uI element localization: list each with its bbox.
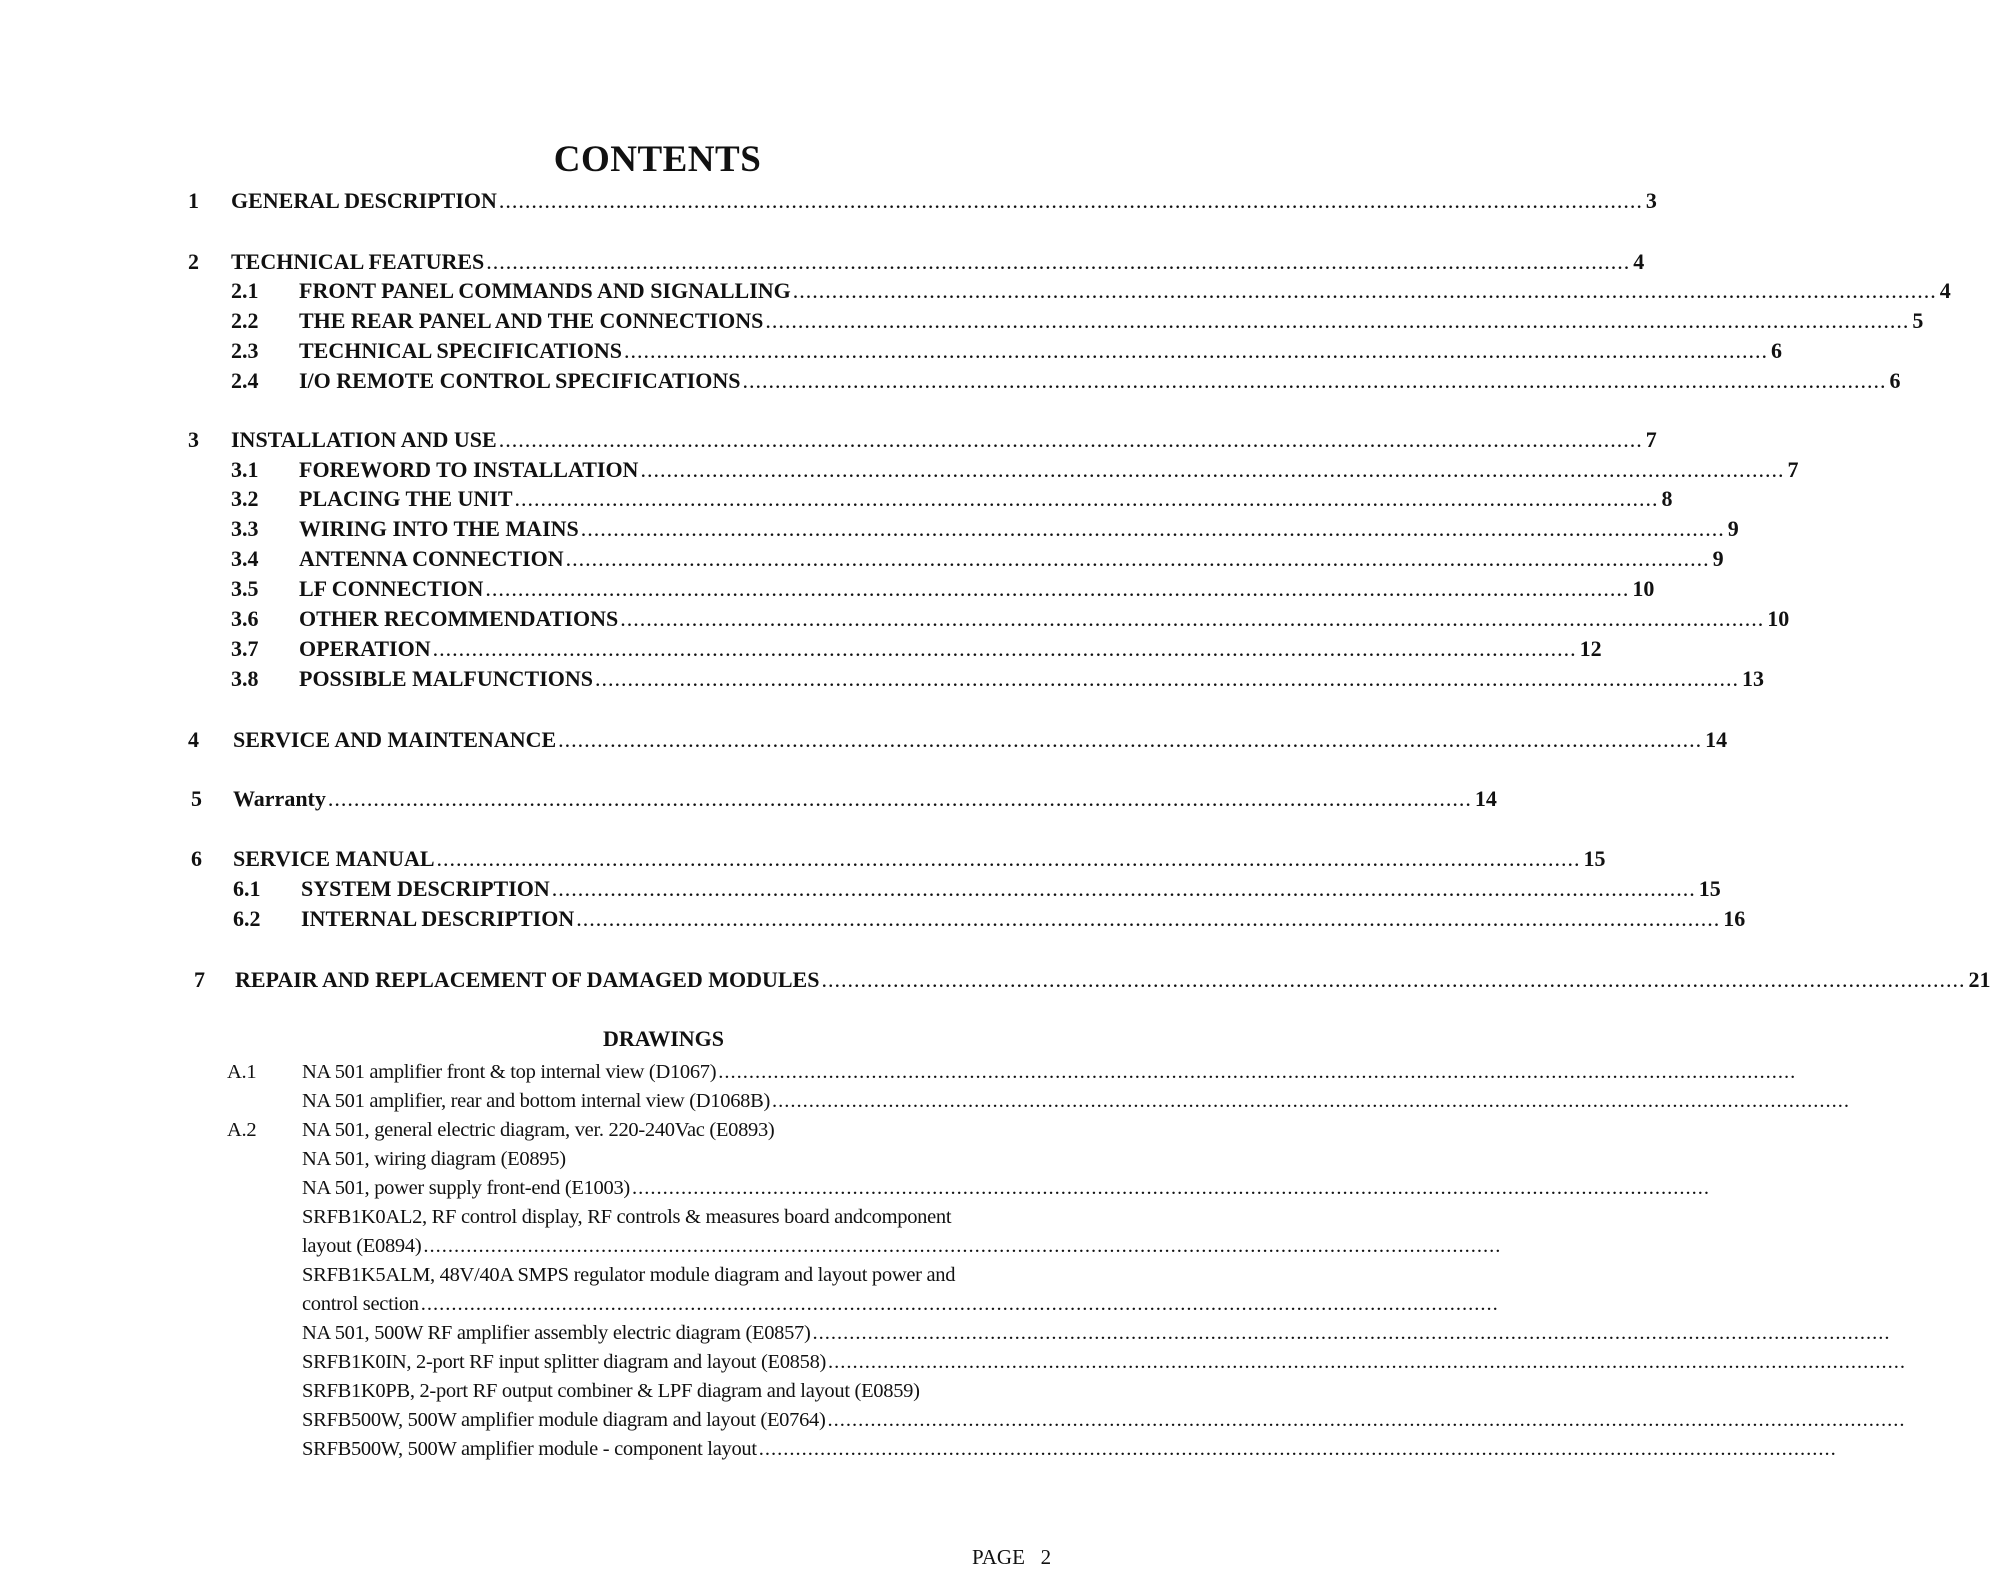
dot-leader: ................................................................................................................................................................................: [486, 249, 1631, 274]
toc-title: TECHNICAL FEATURES: [231, 249, 485, 274]
toc-page-number: 9: [1727, 516, 1739, 541]
toc-title: ANTENNA CONNECTION: [299, 546, 564, 571]
toc-row-1: [188, 186, 1657, 216]
dot-leader: ................................................................................................................................................................................: [551, 876, 1696, 901]
dot-leader: ................................................................................................................................................................................: [423, 1235, 1502, 1257]
toc-row-3-1: [231, 455, 1799, 485]
toc-page-number: 7: [1645, 427, 1657, 452]
toc-title: GENERAL DESCRIPTION: [231, 188, 497, 213]
drawing-row: [302, 1203, 1092, 1231]
toc-number: 3.1: [231, 457, 259, 482]
toc-row-3: [188, 425, 1657, 455]
dot-leader: ................................................................................................................................................................................: [827, 1409, 1906, 1431]
toc-title: SERVICE MANUAL: [233, 846, 435, 871]
toc-page-number: 14: [1705, 727, 1728, 752]
dot-leader: ................................................................................................................................................................................: [498, 188, 1643, 213]
drawing-row: [227, 1058, 1797, 1086]
toc-number: 3.7: [231, 636, 259, 661]
drawing-title: SRFB1K0PB, 2-port RF output combiner & LPF diagram and layout (E0859): [302, 1380, 920, 1402]
toc-page-number: 4: [1939, 278, 1951, 303]
drawing-row: [302, 1348, 1907, 1376]
toc-page-number: 21: [1968, 967, 1990, 992]
drawing-row: [302, 1406, 1906, 1434]
drawing-row: [302, 1232, 1502, 1260]
toc-number: 6.2: [233, 906, 261, 931]
toc-title: TECHNICAL SPECIFICATIONS: [299, 338, 622, 363]
dot-leader: ................................................................................................................................................................................: [327, 786, 1472, 811]
toc-number: 5: [191, 786, 202, 811]
drawing-title: NA 501, 500W RF amplifier assembly electric diagram (E0857): [302, 1322, 811, 1344]
drawing-number: A.2: [227, 1119, 257, 1141]
toc-row-3-5: [231, 574, 1655, 604]
toc-row-6: [191, 844, 1606, 874]
dot-leader: ................................................................................................................................................................................: [812, 1322, 1891, 1344]
drawing-row: [227, 1116, 1078, 1144]
toc-number: 3: [188, 427, 199, 452]
drawing-row: [302, 1145, 1078, 1173]
drawing-row: [302, 1261, 1092, 1289]
page-label: PAGE: [972, 1545, 1025, 1569]
toc-title: LF CONNECTION: [299, 576, 484, 601]
toc-title: I/O REMOTE CONTROL SPECIFICATIONS: [299, 368, 741, 393]
dot-leader: ................................................................................................................................................................................: [595, 666, 1740, 691]
toc-row-2-1: [231, 276, 1951, 306]
toc-row-2-3: [231, 336, 1782, 366]
toc-number: 2.3: [231, 338, 259, 363]
toc-number: 3.8: [231, 666, 259, 691]
toc-number: 1: [188, 188, 199, 213]
toc-row-5: [191, 784, 1497, 814]
toc-number: 4: [188, 727, 199, 752]
toc-title: SERVICE AND MAINTENANCE: [233, 727, 557, 752]
dot-leader: ................................................................................................................................................................................: [631, 1177, 1710, 1199]
toc-title: OPERATION: [299, 636, 431, 661]
dot-leader: ................................................................................................................................................................................: [772, 1090, 1850, 1112]
toc-page-number: 10: [1767, 606, 1790, 631]
toc-title: OTHER RECOMMENDATIONS: [299, 606, 619, 631]
toc-page-number: 6: [1889, 368, 1901, 393]
toc-title: REPAIR AND REPLACEMENT OF DAMAGED MODULES: [235, 967, 820, 992]
toc-row-6-2: [233, 904, 1746, 934]
dot-leader: ................................................................................................................................................................................: [498, 427, 1643, 452]
toc-row-3-6: [231, 604, 1790, 634]
dot-leader: ................................................................................................................................................................................: [558, 727, 1703, 752]
toc-page-number: 3: [1645, 188, 1657, 213]
toc-number: 6: [191, 846, 202, 871]
dot-leader: ................................................................................................................................................................................: [420, 1293, 1499, 1315]
dot-leader: ................................................................................................................................................................................: [758, 1438, 1837, 1460]
toc-title: THE REAR PANEL AND THE CONNECTIONS: [299, 308, 764, 333]
toc-number: 3.2: [231, 486, 259, 511]
dot-leader: ................................................................................................................................................................................: [821, 967, 1966, 992]
drawing-row: [302, 1174, 1710, 1202]
toc-title: SYSTEM DESCRIPTION: [301, 876, 550, 901]
toc-number: 2: [188, 249, 199, 274]
toc-number: 2.4: [231, 368, 259, 393]
toc-page-number: 7: [1787, 457, 1799, 482]
dot-leader: ................................................................................................................................................................................: [565, 546, 1710, 571]
toc-number: 3.3: [231, 516, 259, 541]
drawing-row: [302, 1087, 1850, 1115]
toc-row-2-2: [231, 306, 1924, 336]
drawing-title: NA 501, power supply front-end (E1003): [302, 1177, 630, 1199]
drawing-title: SRFB500W, 500W amplifier module diagram and layout (E0764): [302, 1409, 826, 1431]
drawing-title: NA 501 amplifier, rear and bottom internal view (D1068B): [302, 1090, 770, 1112]
toc-row-3-4: [231, 544, 1724, 574]
dot-leader: ................................................................................................................................................................................: [765, 308, 1910, 333]
dot-leader: ................................................................................................................................................................................: [640, 457, 1785, 482]
toc-page-number: 10: [1632, 576, 1655, 601]
dot-leader: ................................................................................................................................................................................: [718, 1061, 1797, 1083]
toc-title: POSSIBLE MALFUNCTIONS: [299, 666, 594, 691]
toc-page-number: 13: [1742, 666, 1765, 691]
dot-leader: ................................................................................................................................................................................: [432, 636, 1577, 661]
toc-title: PLACING THE UNIT: [299, 486, 513, 511]
dot-leader: ................................................................................................................................................................................: [580, 516, 1725, 541]
contents-title: CONTENTS: [553, 139, 762, 180]
drawing-title: SRFB500W, 500W amplifier module - component layout: [302, 1438, 757, 1460]
dot-leader: ................................................................................................................................................................................: [792, 278, 1937, 303]
dot-leader: ................................................................................................................................................................................: [828, 1351, 1907, 1373]
drawing-row: [302, 1435, 1837, 1463]
drawing-title: NA 501, wiring diagram (E0895): [302, 1148, 566, 1170]
drawing-row: [302, 1290, 1499, 1318]
dot-leader: ................................................................................................................................................................................: [436, 846, 1581, 871]
toc-number: 2.1: [231, 278, 259, 303]
drawing-number: A.1: [227, 1061, 257, 1083]
drawings-heading: DRAWINGS: [602, 1026, 725, 1051]
toc-row-6-1: [233, 874, 1721, 904]
drawing-title: SRFB1K0AL2, RF control display, RF controls & measures board andcomponent: [302, 1206, 952, 1228]
toc-title: FRONT PANEL COMMANDS AND SIGNALLING: [299, 278, 791, 303]
toc-row-3-3: [231, 514, 1739, 544]
toc-page-number: 4: [1633, 249, 1645, 274]
toc-page-number: 6: [1770, 338, 1782, 363]
dot-leader: ................................................................................................................................................................................: [576, 906, 1721, 931]
toc-page-number: 15: [1698, 876, 1721, 901]
drawing-title: NA 501, general electric diagram, ver. 220-240Vac (E0893): [302, 1119, 775, 1141]
drawing-row: [302, 1377, 1078, 1405]
toc-row-3-8: [231, 664, 1765, 694]
toc-title: INTERNAL DESCRIPTION: [301, 906, 575, 931]
drawing-row: [302, 1319, 1891, 1347]
toc-title: FOREWORD TO INSTALLATION: [299, 457, 639, 482]
toc-row-2: [188, 247, 1645, 277]
toc-number: 2.2: [231, 308, 259, 333]
toc-row-3-7: [231, 634, 1602, 664]
dot-leader: ................................................................................................................................................................................: [623, 338, 1768, 363]
toc-number: 7: [194, 967, 205, 992]
drawing-title: layout (E0894): [302, 1235, 422, 1257]
toc-number: 3.6: [231, 606, 259, 631]
toc-number: 3.5: [231, 576, 259, 601]
page-number: 2: [1040, 1545, 1052, 1569]
toc-number: 6.1: [233, 876, 261, 901]
drawing-title: SRFB1K0IN, 2-port RF input splitter diagram and layout (E0858): [302, 1351, 827, 1373]
toc-page-number: 12: [1579, 636, 1602, 661]
dot-leader: ................................................................................................................................................................................: [620, 606, 1765, 631]
toc-number: 3.4: [231, 546, 259, 571]
drawing-title: NA 501 amplifier front & top internal view (D1067): [302, 1061, 717, 1083]
drawing-title: control section: [302, 1293, 419, 1315]
toc-row-3-2: [231, 484, 1673, 514]
toc-row-7: [194, 965, 1990, 995]
toc-title: INSTALLATION AND USE: [231, 427, 497, 452]
toc-page-number: 15: [1583, 846, 1606, 871]
drawing-title: SRFB1K5ALM, 48V/40A SMPS regulator module diagram and layout power and: [302, 1264, 956, 1286]
toc-page-number: 8: [1661, 486, 1673, 511]
toc-row-2-4: [231, 366, 1901, 396]
dot-leader: ................................................................................................................................................................................: [485, 576, 1630, 601]
toc-page-number: 9: [1712, 546, 1724, 571]
dot-leader: ................................................................................................................................................................................: [742, 368, 1887, 393]
toc-title: WIRING INTO THE MAINS: [299, 516, 579, 541]
toc-page-number: 14: [1474, 786, 1497, 811]
toc-title: Warranty: [233, 786, 326, 811]
page-footer: [972, 1543, 1051, 1571]
toc-row-4: [188, 725, 1728, 755]
toc-page-number: 16: [1723, 906, 1746, 931]
toc-page-number: 5: [1912, 308, 1924, 333]
dot-leader: ................................................................................................................................................................................: [514, 486, 1659, 511]
